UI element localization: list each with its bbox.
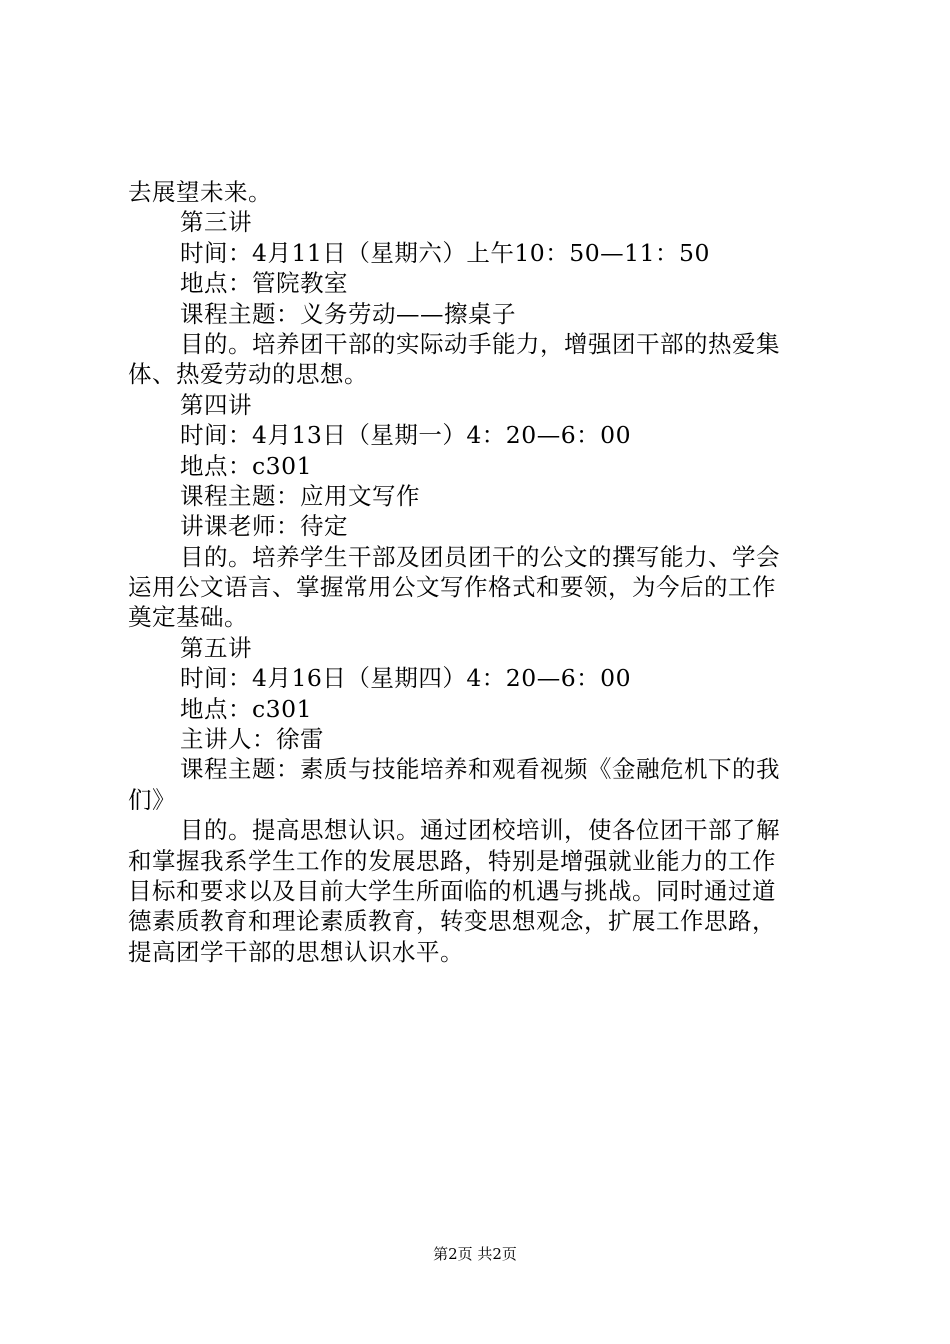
text-line-time-3: 时间：4月11日（星期六）上午10：50—11：50 [180, 238, 710, 267]
text-line-purpose-5d: 德素质教育和理论素质教育，转变思想观念，扩展工作思路， [128, 907, 776, 936]
text-line-purpose-3a: 目的。培养团干部的实际动手能力，增强团干部的热爱集 [180, 329, 780, 358]
text-line-topic-4: 课程主题：应用文写作 [180, 481, 420, 510]
section-heading-third-lecture: 第三讲 [180, 208, 252, 237]
page-number-footer: 第2页 共2页 [433, 1245, 517, 1263]
text-line-purpose-5a: 目的。提高思想认识。通过团校培训，使各位团干部了解 [180, 816, 780, 845]
section-heading-fourth-lecture: 第四讲 [180, 390, 252, 419]
text-line-purpose-4b: 运用公文语言、掌握常用公文写作格式和要领，为今后的工作 [128, 573, 776, 602]
text-line-topic-5b: 们》 [128, 785, 176, 814]
text-line-location-5: 地点：c301 [180, 694, 313, 723]
text-line-purpose-4c: 奠定基础。 [128, 603, 248, 632]
section-heading-fifth-lecture: 第五讲 [180, 633, 252, 662]
document-body [128, 177, 831, 967]
text-line-purpose-5b: 和掌握我系学生工作的发展思路，特别是增强就业能力的工作 [128, 846, 776, 875]
text-line-location-4: 地点：c301 [180, 451, 313, 480]
text-line-speaker-5: 主讲人：徐雷 [180, 725, 324, 754]
text-line-topic-5a: 课程主题：素质与技能培养和观看视频《金融危机下的我 [180, 755, 780, 784]
text-line-time-4: 时间：4月13日（星期一）4：20—6：00 [180, 421, 632, 450]
text-line-purpose-3b: 体、热爱劳动的思想。 [128, 360, 368, 389]
text-line-teacher-4: 讲课老师：待定 [180, 512, 348, 541]
text-line-purpose-5c: 目标和要求以及目前大学生所面临的机遇与挑战。同时通过道 [128, 876, 776, 905]
text-line-topic-3: 课程主题：义务劳动——擦桌子 [180, 299, 516, 328]
text-line-purpose-5e: 提高团学干部的思想认识水平。 [128, 937, 464, 966]
text-line-1: 去展望未来。 [128, 178, 272, 206]
text-line-time-5: 时间：4月16日（星期四）4：20—6：00 [180, 664, 632, 693]
text-line-location-3: 地点：管院教室 [180, 269, 348, 298]
text-line-purpose-4a: 目的。培养学生干部及团员团干的公文的撰写能力、学会 [180, 542, 780, 571]
